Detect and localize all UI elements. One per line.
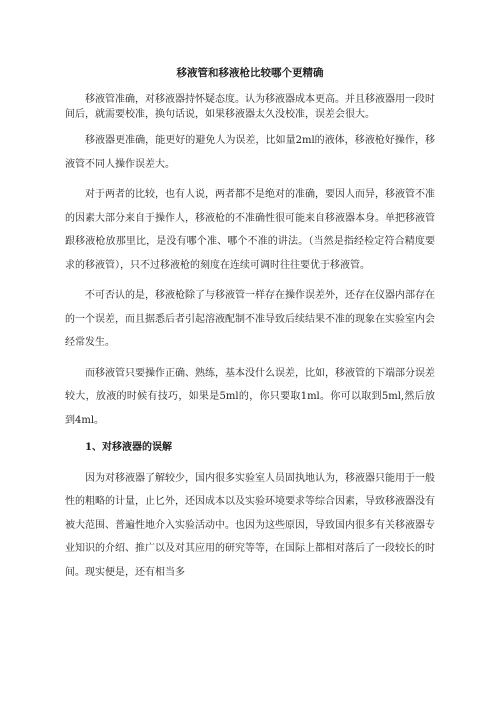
- paragraph-5: 而移液管只要操作正确、熟练，基本没什么误差，比如，移液管的下端部分误差较大，放液的时候有技巧，如果是5ml的，你只要取1ml。你可以取到5ml,然后放到4ml。: [65, 367, 435, 426]
- paragraph-4: 不可否认的是，移液枪除了与移液管一样存在操作误差外，还存在仪器内部存在的一个误差，而且据悉后者引起溶液配制不准导致后续结果不准的现象在实验室内会经常发生。: [65, 290, 435, 348]
- section-heading: 1、对移液器的误解: [85, 442, 172, 453]
- paragraph-2: 移液器更准确，能更好的避免人为误差，比如量2ml的液体，移液枪好操作，移液管不同人操作误差大。: [65, 135, 435, 170]
- section-paragraph: 因为对移液器了解较少，国内很多实验室人员固执地认为，移液器只能用于一般性的粗略的计量，止匕外，还因成本以及实验环境要求等综合因素，导致移液器没有被大范围、普遍性地介入实验活动中。也因为这些原因，导致国内很多有关移液器专业知识的介绍、推广以及对其应用的研究等等，在国际上都相对落后了一段较长的时间。现实便是，还有相当多: [65, 472, 435, 578]
- document-body: [65, 92, 435, 584]
- paragraph-3: 对于两者的比较，也有人说，两者都不是绝对的准确，要因人而异，移液管不准的因素大部分来自于操作人，移液枪的不准确性很可能来自移液器本身。单把移液管跟移液枪放那里比，是没有哪个准、哪个不准的讲法。（当然是指经检定符合精度要求的移液管），只不过移液枪的刻度在连续可调时往往要优于移液管。: [65, 189, 435, 271]
- document-title: 移液管和移液枪比较哪个更精确: [176, 67, 324, 79]
- paragraph-1: 移液管准确，对移液器持怀疑态度。认为移液器成本更高。并且移液器用一段时间后，就需要校准，换句话说，如果移液器太久没校准，误差会很大。: [65, 94, 435, 120]
